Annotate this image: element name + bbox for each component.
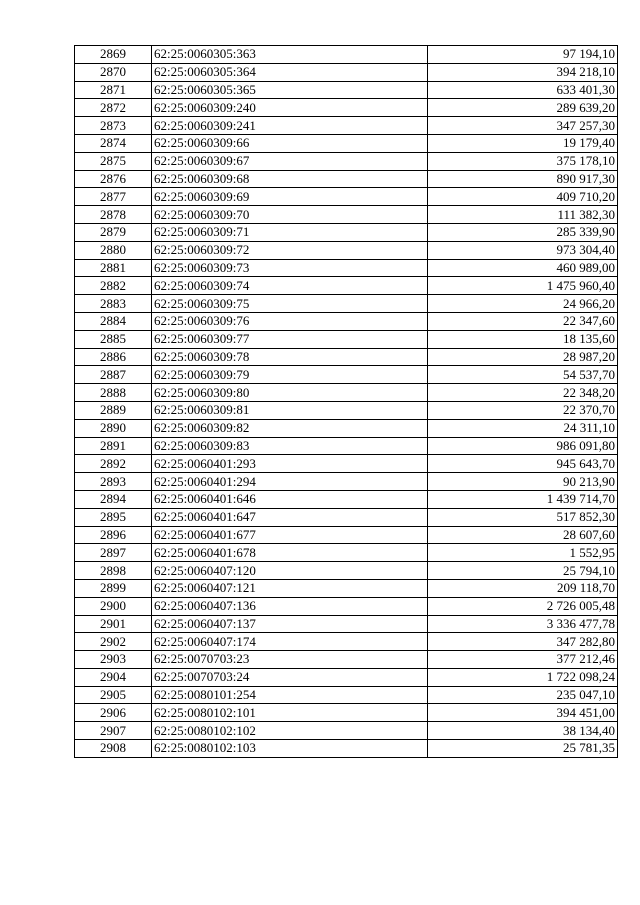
cadastral-number-cell: 62:25:0060309:69 xyxy=(152,188,428,206)
table-row xyxy=(75,579,618,597)
row-number-cell: 2882 xyxy=(75,277,152,295)
row-number-cell: 2869 xyxy=(75,46,152,64)
row-number-cell: 2894 xyxy=(75,490,152,508)
cadastral-number-cell: 62:25:0060309:80 xyxy=(152,384,428,402)
value-cell: 1 439 714,70 xyxy=(428,490,618,508)
cadastral-number-cell: 62:25:0060309:81 xyxy=(152,401,428,419)
cadastral-number-cell: 62:25:0070703:24 xyxy=(152,668,428,686)
table-body xyxy=(75,46,618,758)
table-row xyxy=(75,312,618,330)
value-cell: 3 336 477,78 xyxy=(428,615,618,633)
row-number-cell: 2886 xyxy=(75,348,152,366)
table-row xyxy=(75,63,618,81)
value-cell: 1 475 960,40 xyxy=(428,277,618,295)
value-cell: 22 348,20 xyxy=(428,384,618,402)
cadastral-number-cell: 62:25:0060309:75 xyxy=(152,295,428,313)
cadastral-number-cell: 62:25:0060309:79 xyxy=(152,366,428,384)
value-cell: 1 552,95 xyxy=(428,544,618,562)
row-number-cell: 2883 xyxy=(75,295,152,313)
value-cell: 347 282,80 xyxy=(428,633,618,651)
row-number-cell: 2891 xyxy=(75,437,152,455)
table-row xyxy=(75,615,618,633)
row-number-cell: 2907 xyxy=(75,722,152,740)
value-cell: 25 781,35 xyxy=(428,740,618,758)
table-row xyxy=(75,526,618,544)
row-number-cell: 2880 xyxy=(75,241,152,259)
cadastral-number-cell: 62:25:0080102:102 xyxy=(152,722,428,740)
cadastral-number-cell: 62:25:0060305:365 xyxy=(152,81,428,99)
table-row xyxy=(75,633,618,651)
table-row xyxy=(75,401,618,419)
cadastral-number-cell: 62:25:0060407:174 xyxy=(152,633,428,651)
cadastral-number-cell: 62:25:0080102:103 xyxy=(152,740,428,758)
row-number-cell: 2876 xyxy=(75,170,152,188)
table-row xyxy=(75,722,618,740)
table-row xyxy=(75,117,618,135)
row-number-cell: 2881 xyxy=(75,259,152,277)
row-number-cell: 2872 xyxy=(75,99,152,117)
row-number-cell: 2900 xyxy=(75,597,152,615)
row-number-cell: 2892 xyxy=(75,455,152,473)
cadastral-number-cell: 62:25:0060309:76 xyxy=(152,312,428,330)
row-number-cell: 2898 xyxy=(75,562,152,580)
cadastral-number-cell: 62:25:0060309:67 xyxy=(152,152,428,170)
cadastral-number-cell: 62:25:0060305:363 xyxy=(152,46,428,64)
table-row xyxy=(75,419,618,437)
cadastral-number-cell: 62:25:0060401:294 xyxy=(152,473,428,491)
value-cell: 890 917,30 xyxy=(428,170,618,188)
row-number-cell: 2884 xyxy=(75,312,152,330)
value-cell: 22 370,70 xyxy=(428,401,618,419)
value-cell: 19 179,40 xyxy=(428,134,618,152)
cadastral-number-cell: 62:25:0060407:137 xyxy=(152,615,428,633)
value-cell: 460 989,00 xyxy=(428,259,618,277)
row-number-cell: 2874 xyxy=(75,134,152,152)
value-cell: 28 987,20 xyxy=(428,348,618,366)
table-row xyxy=(75,170,618,188)
row-number-cell: 2904 xyxy=(75,668,152,686)
cadastral-number-cell: 62:25:0060309:73 xyxy=(152,259,428,277)
row-number-cell: 2896 xyxy=(75,526,152,544)
value-cell: 394 218,10 xyxy=(428,63,618,81)
table-row xyxy=(75,295,618,313)
row-number-cell: 2885 xyxy=(75,330,152,348)
value-cell: 38 134,40 xyxy=(428,722,618,740)
table-row xyxy=(75,562,618,580)
row-number-cell: 2901 xyxy=(75,615,152,633)
table-row xyxy=(75,348,618,366)
row-number-cell: 2902 xyxy=(75,633,152,651)
table-row xyxy=(75,437,618,455)
row-number-cell: 2887 xyxy=(75,366,152,384)
table-row xyxy=(75,330,618,348)
table-row xyxy=(75,544,618,562)
value-cell: 409 710,20 xyxy=(428,188,618,206)
row-number-cell: 2903 xyxy=(75,651,152,669)
cadastral-value-table xyxy=(74,45,618,758)
table-row xyxy=(75,473,618,491)
value-cell: 517 852,30 xyxy=(428,508,618,526)
value-cell: 28 607,60 xyxy=(428,526,618,544)
table-row xyxy=(75,384,618,402)
cadastral-number-cell: 62:25:0060401:677 xyxy=(152,526,428,544)
cadastral-number-cell: 62:25:0060309:82 xyxy=(152,419,428,437)
table-row xyxy=(75,455,618,473)
cadastral-number-cell: 62:25:0060407:120 xyxy=(152,562,428,580)
row-number-cell: 2895 xyxy=(75,508,152,526)
cadastral-number-cell: 62:25:0080101:254 xyxy=(152,686,428,704)
table-row xyxy=(75,46,618,64)
row-number-cell: 2890 xyxy=(75,419,152,437)
row-number-cell: 2906 xyxy=(75,704,152,722)
cadastral-number-cell: 62:25:0080102:101 xyxy=(152,704,428,722)
row-number-cell: 2873 xyxy=(75,117,152,135)
value-cell: 22 347,60 xyxy=(428,312,618,330)
row-number-cell: 2870 xyxy=(75,63,152,81)
table-row xyxy=(75,277,618,295)
cadastral-number-cell: 62:25:0070703:23 xyxy=(152,651,428,669)
cadastral-number-cell: 62:25:0060309:74 xyxy=(152,277,428,295)
value-cell: 25 794,10 xyxy=(428,562,618,580)
value-cell: 18 135,60 xyxy=(428,330,618,348)
value-cell: 375 178,10 xyxy=(428,152,618,170)
cadastral-number-cell: 62:25:0060407:121 xyxy=(152,579,428,597)
cadastral-number-cell: 62:25:0060401:646 xyxy=(152,490,428,508)
value-cell: 285 339,90 xyxy=(428,223,618,241)
cadastral-number-cell: 62:25:0060309:241 xyxy=(152,117,428,135)
table-row xyxy=(75,206,618,224)
value-cell: 1 722 098,24 xyxy=(428,668,618,686)
cadastral-number-cell: 62:25:0060309:78 xyxy=(152,348,428,366)
row-number-cell: 2871 xyxy=(75,81,152,99)
cadastral-number-cell: 62:25:0060309:68 xyxy=(152,170,428,188)
value-cell: 347 257,30 xyxy=(428,117,618,135)
row-number-cell: 2875 xyxy=(75,152,152,170)
table-row xyxy=(75,99,618,117)
table-row xyxy=(75,259,618,277)
value-cell: 24 966,20 xyxy=(428,295,618,313)
value-cell: 945 643,70 xyxy=(428,455,618,473)
table-row xyxy=(75,188,618,206)
table-row xyxy=(75,740,618,758)
table-row xyxy=(75,152,618,170)
value-cell: 54 537,70 xyxy=(428,366,618,384)
row-number-cell: 2888 xyxy=(75,384,152,402)
table-row xyxy=(75,81,618,99)
row-number-cell: 2889 xyxy=(75,401,152,419)
value-cell: 209 118,70 xyxy=(428,579,618,597)
table-row xyxy=(75,597,618,615)
value-cell: 289 639,20 xyxy=(428,99,618,117)
table-row xyxy=(75,223,618,241)
cadastral-number-cell: 62:25:0060309:77 xyxy=(152,330,428,348)
value-cell: 2 726 005,48 xyxy=(428,597,618,615)
cadastral-number-cell: 62:25:0060401:678 xyxy=(152,544,428,562)
cadastral-number-cell: 62:25:0060305:364 xyxy=(152,63,428,81)
table-row xyxy=(75,651,618,669)
cadastral-number-cell: 62:25:0060401:647 xyxy=(152,508,428,526)
value-cell: 235 047,10 xyxy=(428,686,618,704)
value-cell: 394 451,00 xyxy=(428,704,618,722)
cadastral-number-cell: 62:25:0060401:293 xyxy=(152,455,428,473)
row-number-cell: 2878 xyxy=(75,206,152,224)
value-cell: 973 304,40 xyxy=(428,241,618,259)
value-cell: 111 382,30 xyxy=(428,206,618,224)
cadastral-number-cell: 62:25:0060309:66 xyxy=(152,134,428,152)
cadastral-number-cell: 62:25:0060309:83 xyxy=(152,437,428,455)
table-row xyxy=(75,490,618,508)
row-number-cell: 2899 xyxy=(75,579,152,597)
table-row xyxy=(75,241,618,259)
value-cell: 377 212,46 xyxy=(428,651,618,669)
cadastral-number-cell: 62:25:0060309:240 xyxy=(152,99,428,117)
cadastral-number-cell: 62:25:0060309:71 xyxy=(152,223,428,241)
table-row xyxy=(75,686,618,704)
table-row xyxy=(75,704,618,722)
table-row xyxy=(75,668,618,686)
cadastral-number-cell: 62:25:0060309:72 xyxy=(152,241,428,259)
row-number-cell: 2897 xyxy=(75,544,152,562)
value-cell: 633 401,30 xyxy=(428,81,618,99)
value-cell: 90 213,90 xyxy=(428,473,618,491)
row-number-cell: 2908 xyxy=(75,740,152,758)
value-cell: 97 194,10 xyxy=(428,46,618,64)
table-row xyxy=(75,134,618,152)
table-row xyxy=(75,508,618,526)
row-number-cell: 2905 xyxy=(75,686,152,704)
row-number-cell: 2893 xyxy=(75,473,152,491)
table-row xyxy=(75,366,618,384)
row-number-cell: 2879 xyxy=(75,223,152,241)
value-cell: 24 311,10 xyxy=(428,419,618,437)
cadastral-number-cell: 62:25:0060309:70 xyxy=(152,206,428,224)
value-cell: 986 091,80 xyxy=(428,437,618,455)
row-number-cell: 2877 xyxy=(75,188,152,206)
cadastral-number-cell: 62:25:0060407:136 xyxy=(152,597,428,615)
